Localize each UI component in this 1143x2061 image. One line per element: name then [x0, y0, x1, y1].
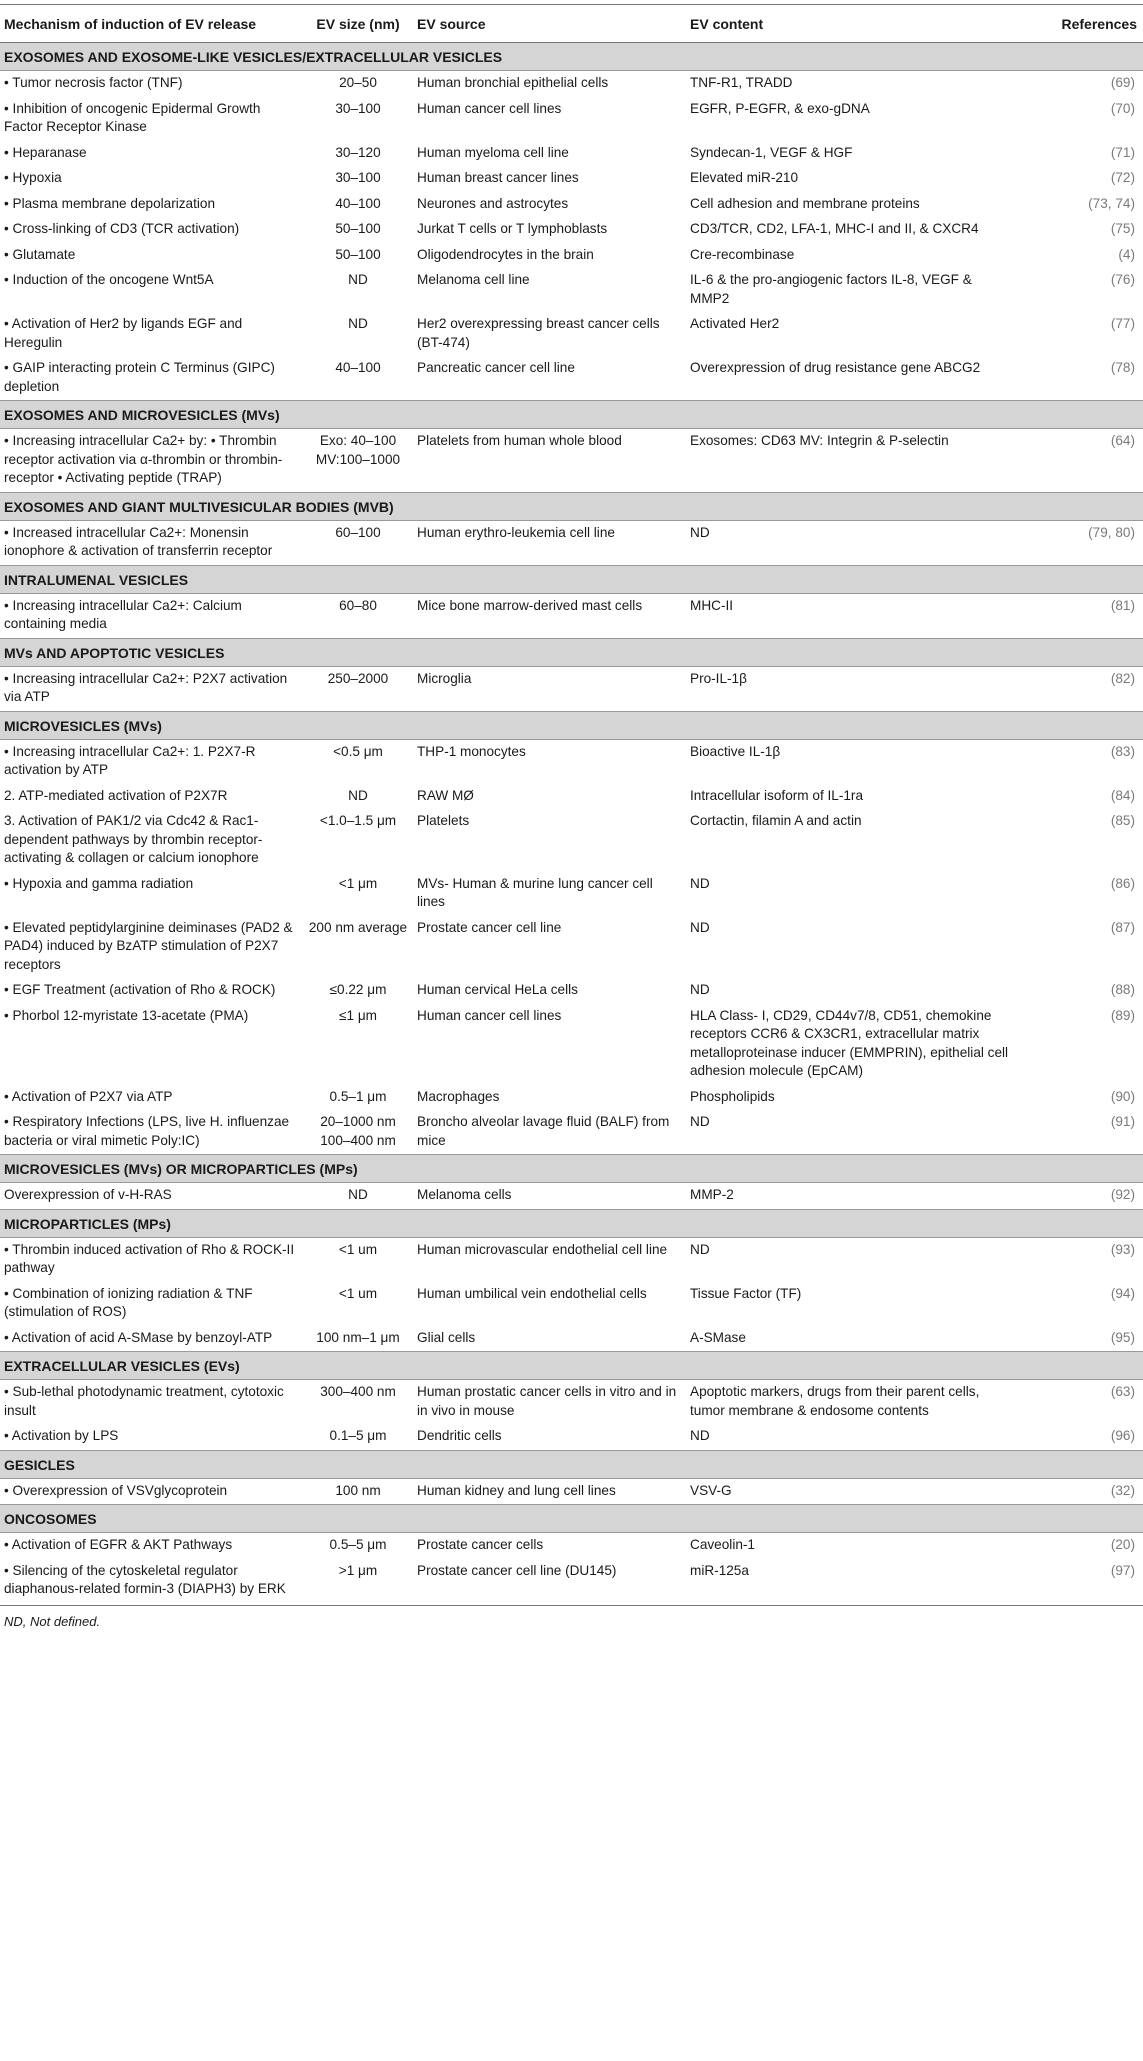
- reference-cell: (32): [1110, 1482, 1135, 1498]
- ev-size-cell: ≤0.22 μm: [329, 982, 387, 997]
- table-footnote: ND, Not defined.: [0, 1605, 1143, 1637]
- table-row: [0, 1237, 1143, 1282]
- reference-cell: (95): [1110, 1329, 1135, 1345]
- table-row: [0, 1326, 1143, 1352]
- table-row: [0, 1085, 1143, 1111]
- ev-source-cell: Microglia: [417, 670, 472, 686]
- table-row: [0, 1533, 1143, 1559]
- ev-content-cell: Cre-recombinase: [690, 246, 795, 262]
- table-row: [0, 243, 1143, 269]
- section-title: MICROVESICLES (MVs) OR MICROPARTICLES (MPs): [0, 1155, 1143, 1183]
- ev-size-cell: 50–100: [335, 221, 381, 236]
- ev-content-cell: MMP-2: [690, 1187, 734, 1202]
- ev-source-cell: MVs- Human & murine lung cancer cell lines: [417, 875, 653, 909]
- reference-cell: (20): [1110, 1537, 1135, 1552]
- ev-source-cell: Glial cells: [417, 1329, 476, 1345]
- table-body: [0, 43, 1143, 1603]
- ev-source-cell: Human breast cancer lines: [417, 170, 579, 185]
- mechanism-cell: • Increasing intracellular Ca2+ by: • Thrombin receptor activation via α-thrombin or thrombin-receptor • Activating peptide (TRAP): [4, 433, 283, 485]
- table-row: [0, 166, 1143, 192]
- table-row: [0, 784, 1143, 810]
- reference-cell: (76): [1110, 272, 1135, 287]
- reference-cell: (4): [1118, 246, 1135, 262]
- ev-source-cell: Human bronchial epithelial cells: [417, 75, 609, 90]
- reference-cell: (79, 80): [1088, 524, 1135, 540]
- ev-size-cell: 0.1–5 μm: [329, 1428, 387, 1443]
- section-title: GESICLES: [0, 1450, 1143, 1478]
- table-row: [0, 666, 1143, 711]
- ev-size-cell: 200 nm average: [308, 919, 408, 935]
- ev-size-cell: ND: [348, 1187, 368, 1202]
- mechanism-cell: • Elevated peptidylarginine deiminases (PAD2 & PAD4) induced by BzATP stimulation of P2X7 receptors: [4, 919, 293, 972]
- mechanism-cell: • Activation of acid A-SMase by benzoyl-ATP: [4, 1329, 273, 1345]
- mechanism-cell: • Inhibition of oncogenic Epidermal Growth Factor Receptor Kinase: [4, 100, 261, 134]
- mechanism-cell: 3. Activation of PAK1/2 via Cdc42 & Rac1-dependent pathways by thrombin receptor-activating & collagen or calcium ionophore: [4, 813, 263, 865]
- table-row: [0, 1004, 1143, 1085]
- ev-size-cell: 60–80: [339, 597, 377, 613]
- section-header-row: [0, 1209, 1143, 1237]
- ev-size-cell: <1.0–1.5 μm: [319, 813, 397, 828]
- mechanism-cell: • Cross-linking of CD3 (TCR activation): [4, 221, 240, 236]
- reference-cell: (69): [1110, 75, 1135, 90]
- ev-source-cell: THP-1 monocytes: [417, 743, 526, 759]
- ev-source-cell: Human kidney and lung cell lines: [417, 1482, 616, 1498]
- ev-size-cell: 100 nm: [335, 1482, 381, 1498]
- ev-content-cell: CD3/TCR, CD2, LFA-1, MHC-I and II, & CXCR4: [690, 221, 979, 236]
- section-header-row: [0, 492, 1143, 520]
- mechanism-cell: • Glutamate: [4, 246, 76, 262]
- section-header-row: [0, 638, 1143, 666]
- ev-source-cell: Prostate cancer cell line: [417, 919, 562, 935]
- ev-content-cell: Exosomes: CD63 MV: Integrin & P-selectin: [690, 433, 949, 448]
- header-references: References: [1013, 5, 1143, 43]
- table-row: [0, 1478, 1143, 1505]
- ev-content-cell: A-SMase: [690, 1329, 746, 1345]
- reference-cell: (97): [1110, 1562, 1135, 1578]
- reference-cell: (94): [1110, 1285, 1135, 1301]
- ev-size-cell: <1 um: [338, 1285, 378, 1301]
- reference-cell: (81): [1110, 597, 1135, 613]
- ev-content-cell: IL-6 & the pro-angiogenic factors IL-8, VEGF & MMP2: [690, 272, 972, 306]
- ev-content-cell: Overexpression of drug resistance gene ABCG2: [690, 360, 981, 375]
- table-row: [0, 1380, 1143, 1425]
- section-header-row: [0, 565, 1143, 593]
- ev-content-cell: Syndecan-1, VEGF & HGF: [690, 144, 853, 160]
- reference-cell: (73, 74): [1088, 195, 1135, 211]
- ev-source-cell: Human myeloma cell line: [417, 144, 569, 160]
- table-row: [0, 356, 1143, 401]
- ev-source-cell: Platelets: [417, 813, 470, 828]
- ev-size-cell: <1 um: [338, 1241, 378, 1257]
- reference-cell: (82): [1110, 670, 1135, 686]
- header-ev-source: EV source: [413, 5, 686, 43]
- ev-source-cell: Oligodendrocytes in the brain: [417, 246, 594, 262]
- ev-size-cell: 250–2000: [327, 670, 389, 686]
- ev-source-cell: Melanoma cell line: [417, 272, 530, 287]
- section-header-row: [0, 43, 1143, 71]
- section-title: INTRALUMENAL VESICLES: [0, 565, 1143, 593]
- ev-content-cell: Apoptotic markers, drugs from their parent cells, tumor membrane & endosome contents: [690, 1384, 980, 1418]
- header-ev-size: EV size (nm): [303, 5, 413, 43]
- ev-content-cell: ND: [690, 1428, 710, 1443]
- ev-content-cell: HLA Class- I, CD29, CD44v7/8, CD51, chemokine receptors CCR6 & CX3CR1, extracellular matrix metalloproteinase inducer (EMMPRIN), epithelial cell adhesion molecule (EpCAM): [690, 1007, 1009, 1078]
- ev-size-cell: 0.5–5 μm: [329, 1537, 387, 1552]
- reference-cell: (70): [1110, 100, 1135, 116]
- ev-source-cell: Prostate cancer cell line (DU145): [417, 1562, 617, 1578]
- section-header-row: [0, 1352, 1143, 1380]
- ev-size-cell: 20–1000 nm 100–400 nm: [320, 1114, 396, 1148]
- ev-size-cell: 20–50: [339, 75, 377, 90]
- table-row: [0, 312, 1143, 356]
- table-row: [0, 217, 1143, 243]
- header-mechanism: Mechanism of induction of EV release: [0, 5, 303, 43]
- ev-source-cell: Human cervical HeLa cells: [417, 982, 578, 997]
- ev-source-cell: Human erythro-leukemia cell line: [417, 524, 615, 540]
- section-title: MVs AND APOPTOTIC VESICLES: [0, 638, 1143, 666]
- ev-size-cell: 60–100: [335, 524, 381, 540]
- mechanism-cell: • Tumor necrosis factor (TNF): [4, 75, 183, 90]
- mechanism-cell: • Induction of the oncogene Wnt5A: [4, 272, 214, 287]
- ev-size-cell: <0.5 μm: [333, 743, 383, 759]
- ev-source-cell: Prostate cancer cells: [417, 1537, 544, 1552]
- ev-source-cell: Dendritic cells: [417, 1428, 502, 1443]
- ev-size-cell: 40–100: [335, 360, 381, 375]
- ev-size-cell: ≤1 μm: [339, 1007, 377, 1023]
- ev-size-cell: ND: [348, 316, 368, 331]
- section-title: ONCOSOMES: [0, 1505, 1143, 1533]
- ev-size-cell: <1 μm: [338, 875, 378, 891]
- ev-content-cell: Pro-IL-1β: [690, 670, 747, 686]
- ev-source-cell: Human umbilical vein endothelial cells: [417, 1285, 647, 1301]
- table-row: [0, 809, 1143, 872]
- ev-content-cell: Cortactin, filamin A and actin: [690, 813, 862, 828]
- mechanism-cell: • Activation of EGFR & AKT Pathways: [4, 1537, 233, 1552]
- ev-content-cell: ND: [690, 919, 710, 935]
- reference-cell: (64): [1110, 433, 1135, 448]
- ev-size-cell: 40–100: [335, 195, 381, 211]
- reference-cell: (88): [1110, 982, 1135, 997]
- mechanism-cell: • Plasma membrane depolarization: [4, 195, 216, 211]
- ev-source-cell: RAW MØ: [417, 787, 474, 803]
- table-row: [0, 192, 1143, 218]
- mechanism-cell: • Hypoxia: [4, 170, 62, 185]
- section-header-row: [0, 1155, 1143, 1183]
- section-title: EXOSOMES AND EXOSOME-LIKE VESICLES/EXTRACELLULAR VESICLES: [0, 43, 1143, 71]
- ev-content-cell: ND: [690, 524, 710, 540]
- section-header-row: [0, 1450, 1143, 1478]
- section-header-row: [0, 1505, 1143, 1533]
- ev-source-cell: Human cancer cell lines: [417, 100, 562, 116]
- table-row: [0, 872, 1143, 916]
- mechanism-cell: • Thrombin induced activation of Rho & ROCK-II pathway: [4, 1241, 295, 1275]
- mechanism-cell: • Sub-lethal photodynamic treatment, cytotoxic insult: [4, 1384, 284, 1418]
- ev-source-cell: Broncho alveolar lavage fluid (BALF) from mice: [417, 1114, 670, 1148]
- mechanism-cell: • Silencing of the cytoskeletal regulator diaphanous-related formin-3 (DIAPH3) by ERK: [4, 1562, 286, 1596]
- ev-source-cell: Her2 overexpressing breast cancer cells (BT-474): [417, 316, 660, 350]
- table-row: [0, 739, 1143, 784]
- ev-size-cell: 30–120: [335, 144, 381, 160]
- table-row: [0, 71, 1143, 97]
- ev-source-cell: Platelets from human whole blood: [417, 433, 622, 448]
- table-row: [0, 268, 1143, 312]
- mechanism-cell: • Phorbol 12-myristate 13-acetate (PMA): [4, 1007, 249, 1023]
- mechanism-cell: • Heparanase: [4, 144, 87, 160]
- ev-source-cell: Jurkat T cells or T lymphoblasts: [417, 221, 608, 236]
- ev-source-cell: Human microvascular endothelial cell line: [417, 1241, 668, 1257]
- reference-cell: (85): [1110, 813, 1135, 828]
- mechanism-cell: • Combination of ionizing radiation & TNF (stimulation of ROS): [4, 1285, 253, 1319]
- table-row: [0, 593, 1143, 638]
- mechanism-cell: • Increasing intracellular Ca2+: Calcium containing media: [4, 597, 242, 631]
- ev-content-cell: VSV-G: [690, 1482, 732, 1498]
- mechanism-cell: Overexpression of v-H-RAS: [4, 1187, 172, 1202]
- ev-content-cell: ND: [690, 1241, 710, 1257]
- reference-cell: (63): [1110, 1384, 1135, 1399]
- ev-size-cell: 30–100: [335, 100, 381, 116]
- table-row: [0, 520, 1143, 565]
- mechanism-cell: 2. ATP-mediated activation of P2X7R: [4, 787, 228, 803]
- ev-content-cell: ND: [690, 875, 710, 891]
- section-title: MICROPARTICLES (MPs): [0, 1209, 1143, 1237]
- mechanism-cell: • Increasing intracellular Ca2+: 1. P2X7-R activation by ATP: [4, 743, 256, 777]
- ev-size-cell: ND: [348, 272, 368, 287]
- ev-size-cell: 100 nm–1 μm: [316, 1329, 400, 1345]
- table-row: [0, 916, 1143, 979]
- reference-cell: (93): [1110, 1241, 1135, 1257]
- ev-source-cell: Human prostatic cancer cells in vitro and in in vivo in mouse: [417, 1384, 677, 1418]
- mechanism-cell: • EGF Treatment (activation of Rho & ROCK): [4, 982, 276, 997]
- mechanism-cell: • Increasing intracellular Ca2+: P2X7 activation via ATP: [4, 670, 288, 704]
- ev-size-cell: 300–400 nm: [320, 1384, 396, 1399]
- ev-source-cell: Melanoma cells: [417, 1187, 512, 1202]
- mechanism-cell: • Hypoxia and gamma radiation: [4, 875, 194, 891]
- section-title: EXTRACELLULAR VESICLES (EVs): [0, 1352, 1143, 1380]
- reference-cell: (92): [1110, 1187, 1135, 1202]
- ev-source-cell: Neurones and astrocytes: [417, 195, 569, 211]
- mechanism-cell: • Respiratory Infections (LPS, live H. influenzae bacteria or viral mimetic Poly:IC): [4, 1114, 290, 1148]
- mechanism-cell: • Activation by LPS: [4, 1428, 119, 1443]
- section-header-row: [0, 401, 1143, 429]
- ev-size-cell: 50–100: [335, 246, 381, 262]
- ev-content-cell: Intracellular isoform of IL-1ra: [690, 787, 864, 803]
- mechanism-cell: • GAIP interacting protein C Terminus (GIPC) depletion: [4, 360, 275, 394]
- ev-size-cell: 0.5–1 μm: [329, 1088, 387, 1104]
- table-row: [0, 978, 1143, 1004]
- ev-size-cell: ND: [348, 787, 368, 803]
- table-row: [0, 141, 1143, 167]
- table-row: [0, 1282, 1143, 1326]
- reference-cell: (89): [1110, 1007, 1135, 1023]
- reference-cell: (91): [1110, 1114, 1135, 1129]
- mechanism-cell: • Increased intracellular Ca2+: Monensin ionophore & activation of transferrin receptor: [4, 524, 273, 558]
- table-row: [0, 1424, 1143, 1450]
- reference-cell: (71): [1110, 144, 1135, 160]
- ev-size-cell: 30–100: [335, 170, 381, 185]
- ev-source-cell: Pancreatic cancer cell line: [417, 360, 575, 375]
- reference-cell: (90): [1110, 1088, 1135, 1104]
- ev-content-cell: Cell adhesion and membrane proteins: [690, 195, 920, 211]
- reference-cell: (72): [1110, 170, 1135, 185]
- reference-cell: (96): [1110, 1428, 1135, 1443]
- table-header-row: [0, 5, 1143, 43]
- ev-content-cell: miR-125a: [690, 1562, 749, 1578]
- reference-cell: (77): [1110, 316, 1135, 331]
- ev-content-cell: Bioactive IL-1β: [690, 743, 781, 759]
- ev-content-cell: Elevated miR-210: [690, 170, 799, 185]
- reference-cell: (78): [1110, 360, 1135, 375]
- ev-source-cell: Macrophages: [417, 1088, 500, 1104]
- section-title: EXOSOMES AND GIANT MULTIVESICULAR BODIES (MVB): [0, 492, 1143, 520]
- ev-content-cell: Activated Her2: [690, 316, 780, 331]
- section-header-row: [0, 711, 1143, 739]
- table-row: [0, 1110, 1143, 1155]
- ev-size-cell: >1 μm: [338, 1562, 378, 1578]
- ev-content-cell: ND: [690, 1114, 710, 1129]
- section-title: MICROVESICLES (MVs): [0, 711, 1143, 739]
- header-ev-content: EV content: [686, 5, 1013, 43]
- ev-content-cell: Phospholipids: [690, 1088, 775, 1104]
- ev-content-cell: TNF-R1, TRADD: [690, 75, 793, 90]
- table-row: [0, 429, 1143, 493]
- table-row: [0, 1183, 1143, 1210]
- reference-cell: (84): [1110, 787, 1135, 803]
- reference-cell: (83): [1110, 743, 1135, 759]
- mechanism-cell: • Activation of P2X7 via ATP: [4, 1088, 173, 1104]
- ev-content-cell: MHC-II: [690, 597, 734, 613]
- ev-size-cell: Exo: 40–100 MV:100–1000: [315, 433, 401, 467]
- ev-content-cell: Tissue Factor (TF): [690, 1285, 802, 1301]
- reference-cell: (87): [1110, 919, 1135, 935]
- ev-content-cell: EGFR, P-EGFR, & exo-gDNA: [690, 100, 870, 116]
- table-row: [0, 97, 1143, 141]
- ev-source-cell: Mice bone marrow-derived mast cells: [417, 597, 643, 613]
- reference-cell: (86): [1110, 875, 1135, 891]
- ev-source-cell: Human cancer cell lines: [417, 1007, 562, 1023]
- table-row: [0, 1559, 1143, 1603]
- reference-cell: (75): [1110, 221, 1135, 236]
- mechanism-cell: • Overexpression of VSVglycoprotein: [4, 1482, 228, 1498]
- section-title: EXOSOMES AND MICROVESICLES (MVs): [0, 401, 1143, 429]
- ev-content-cell: Caveolin-1: [690, 1537, 755, 1552]
- mechanism-cell: • Activation of Her2 by ligands EGF and Heregulin: [4, 316, 243, 350]
- ev-content-cell: ND: [690, 982, 710, 997]
- ev-release-table: [0, 4, 1143, 1603]
